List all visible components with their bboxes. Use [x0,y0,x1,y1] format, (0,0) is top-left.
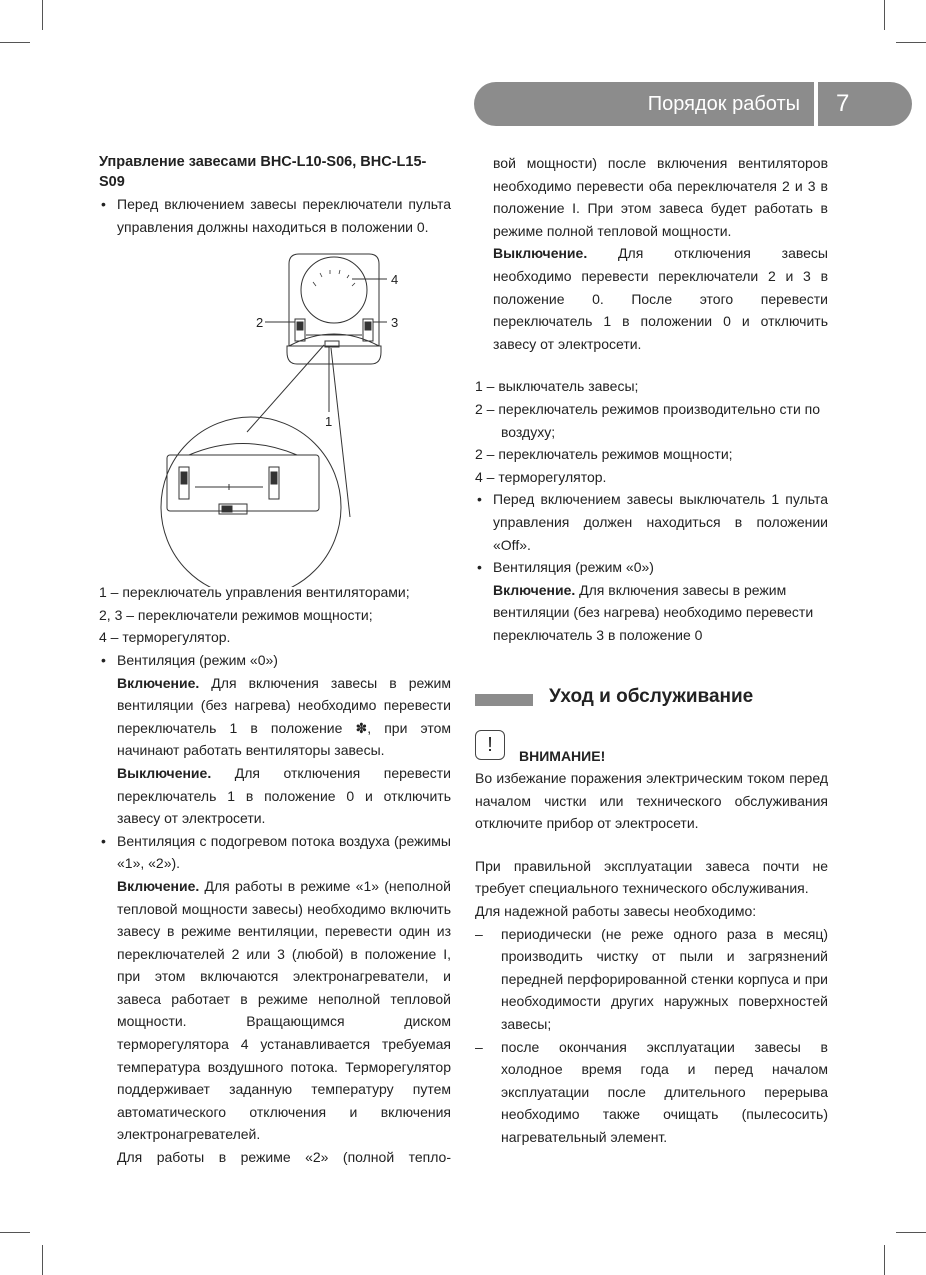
section-bar [475,694,533,706]
crop-mark [884,0,885,30]
care-paragraph-1: При правильной эксплуатации завеса почти не требует специального технического обслуживания. [475,857,828,897]
heat-mode2-paragraph: Для работы в режиме «2» (полной тепло- [117,1149,451,1166]
legend-item: 4 – терморегулятор. [99,629,231,646]
right-off-paragraph [475,242,828,355]
vent-off-paragraph [99,762,451,830]
warning-title: ВНИМАНИЕ! [519,748,606,764]
crop-mark [0,42,30,43]
crop-mark [0,1232,30,1233]
heat-on-text: Для работы в режиме «1» (неполной тепловой мощности завесы) необходимо включить завесу в режиме вентиляции, перевести один из переключателей 2 или 3 (любой) в положение I, при этом включаются электронагреватели, и завеса работает в режиме неполной тепловой мощности. Вращающимся диском терморегулятора 4 устанавливается требуемая температура воздушного потока. Терморегулятор поддерживает заданную температуру путем автоматического отключения и включения электронагревателей. [117,877,451,1143]
figure-label-1: 1 [325,414,333,430]
crop-mark [896,1232,926,1233]
section-heading: Управление завесами BHC-L10-S06, BHC-L15-S09 [99,154,427,190]
on-label: Включение. [117,674,200,691]
legend-item: 2 – переключатель режимов производительно сти по воздуху; [475,400,821,440]
legend-item: 4 – терморегулятор. [475,468,607,485]
header-title: Порядок работы [647,93,800,115]
care-item: – периодически (не реже одного раза в месяц) производить чистку от пыли и загрязнений передней перфорированной стенки корпуса и при необходимости других наружных поверхностей завесы; [475,923,828,1036]
crop-mark [884,1245,885,1275]
warning-icon: ! [475,730,505,760]
vent-bullet: • Вентиляция (режим «0») [99,649,451,672]
heat-bullet: • Вентиляция с подогревом потока воздуха (режимы «1», «2»). [99,830,451,875]
warning-text: Во избежание поражения электрическим током перед началом чистки или технического обслуживания отключите прибор от электросети. [475,770,828,832]
off-label: Выключение. [117,764,212,781]
right-column [475,152,828,646]
figure-label-4: 4 [391,272,399,288]
right-bullet-off: • Перед включением завесы выключатель 1 пульта управления должен находиться в положении «Off». [475,488,828,556]
right-bullet-vent: • Вентиляция (режим «0») [475,556,828,579]
legend-item: 1 – выключатель завесы; [475,378,639,395]
page-number: 7 [818,82,912,126]
crop-mark [42,0,43,30]
figure-label-3: 3 [391,315,399,331]
legend-item: 2, 3 – переключатели режимов мощности; [99,606,373,623]
crop-mark [896,42,926,43]
right-off-text: Для отключения завесы необходимо перевести переключатели 2 и 3 в положение 0. После этого перевести переключатель 1 в положении 0 и отключить завесу от электросети. [493,245,828,352]
right-off-label: Выключение. [493,245,588,262]
crop-mark [42,1245,43,1275]
right-on-text: Для включения завесы в режим вентиляции (без нагрева) необходимо перевести переключатель 3 в положение 0 [493,581,814,643]
intro-bullet: • Перед включением завесы переключатели пульта управления должны находиться в положении 0. [99,193,451,238]
heat-on-label: Включение. [117,877,200,894]
care-text [475,767,828,1149]
care-item: – после окончания эксплуатации завесы в холодное время года и перед началом эксплуатации после длительного перерыва необходимо также очищать (пылесосить) нагревательный элемент. [475,1036,828,1149]
on-text: Для включения завесы в режим вентиляции (без нагрева) необходимо перевести переключатель 1 в положение ✽, при этом начинают работать вентиляторы завесы. [117,674,451,759]
off-text: Для отключения перевести переключатель 1 в положение 0 и отключить завесу от электросети. [117,764,451,827]
legend-item: 2 – переключатель режимов мощности; [475,446,733,463]
care-section-header [475,686,828,712]
care-section-title: Уход и обслуживание [549,686,754,707]
legend-item: 1 – переключатель управления вентиляторами; [99,584,410,601]
left-column [99,152,451,1169]
right-on-label: Включение. [493,581,576,598]
care-paragraph-2: Для надежной работы завесы необходимо: [475,902,757,919]
control-panel-figure [99,242,451,587]
continuation-paragraph: вой мощности) после включения вентиляторов необходимо перевести оба переключателя 2 и 3 в положение I. При этом завеса будет работать в режиме полной тепловой мощности. [493,155,828,239]
heat-on-paragraph [99,875,451,1146]
vent-on-paragraph [99,672,451,762]
right-on-paragraph [475,579,828,647]
figure-label-2: 2 [256,315,264,331]
